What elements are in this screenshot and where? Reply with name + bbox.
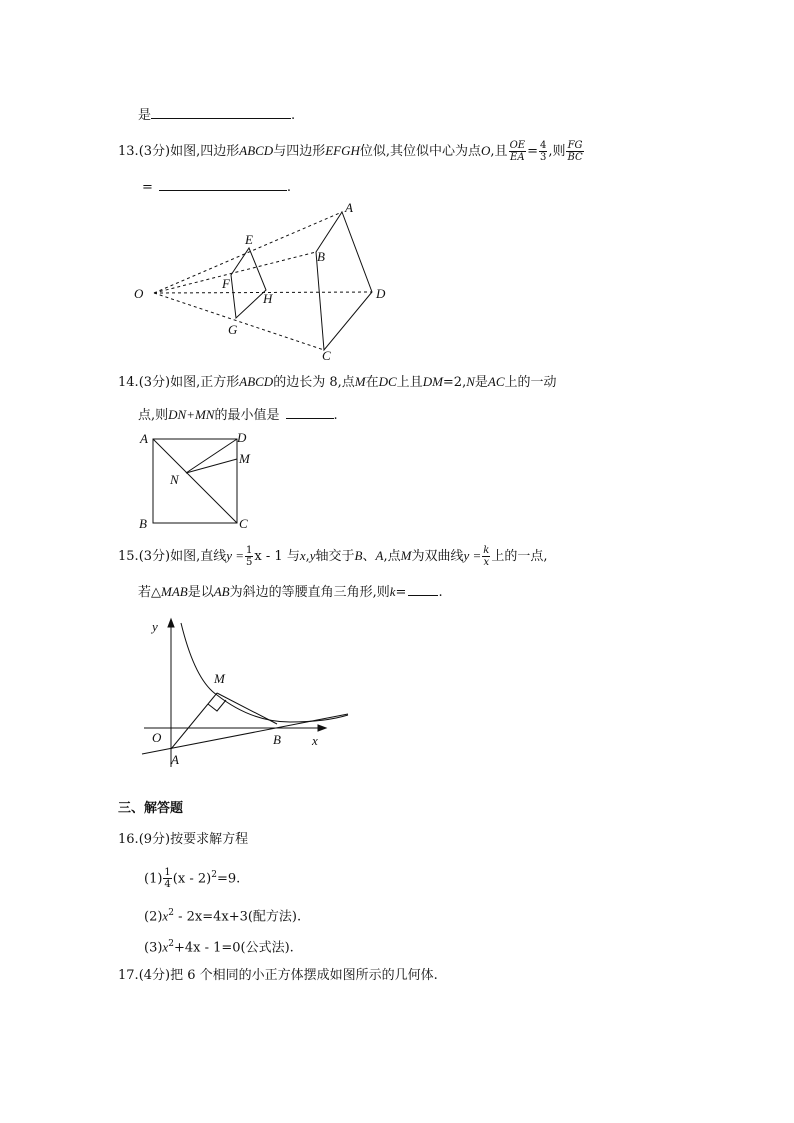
q16-score: (9分) [138, 832, 171, 847]
q15-score: (3分) [138, 549, 171, 564]
q13-similarity-figure [130, 200, 390, 363]
q13-label-f: F [222, 276, 230, 291]
q17-question-line: 17.(4分)把 6 个相同的小正方体摆成如图所示的几何体. [118, 968, 438, 983]
q13-fraction-fg-bc: $\frac{FG}{BC}$ [567, 140, 583, 163]
q15-label-b: B [273, 732, 281, 747]
q15-number: 15. [118, 549, 139, 564]
q14-label-d: D [237, 430, 247, 445]
q13-answer-line: = . [142, 176, 291, 197]
q13-number: 13. [118, 144, 139, 159]
q14-label-a: A [140, 431, 148, 446]
q14-label-m: M [239, 451, 250, 466]
q14-question-line1: 14.(3分)如图,正方形ABCD的边长为 8,点M在DC上且DM=2,N是AC上的一动 [118, 374, 557, 390]
q16-part-3: $(3)x^2+4x - 1=0$(公式法). [144, 939, 294, 956]
q14-answer-blank[interactable] [286, 404, 334, 419]
q14-square-figure [136, 430, 266, 530]
q16-question-line: 16.(9分)按要求解方程 [118, 832, 249, 847]
q13-label-g: G [228, 322, 238, 337]
q12-prefix: 是 [138, 108, 152, 123]
q13-label-a: A [345, 200, 353, 215]
q17-number: 17. [118, 968, 139, 983]
q15-label-o: O [152, 730, 162, 745]
q16-number: 16. [118, 832, 139, 847]
q13-label-o: O [134, 286, 144, 301]
q13-label-d: D [376, 286, 386, 301]
q15-label-m: M [214, 671, 225, 686]
q14-label-n: N [170, 472, 179, 487]
q15-question-line2: 若△MAB是以AB为斜边的等腰直角三角形,则k= . [138, 581, 443, 602]
q14-label-c: C [239, 516, 248, 531]
q14-label-b: B [139, 516, 147, 531]
q16-fraction-1-4: $\frac{1}{4}$ [164, 867, 171, 891]
q13-label-c: C [322, 348, 331, 363]
q16-part-1: (1) $\frac{1}{4}$ (x - 2)$^2$=9. [144, 867, 241, 891]
q15-label-x: x [312, 733, 318, 748]
q15-label-a: A [171, 752, 179, 767]
q13-fraction-4-3: $\frac{4}{3}$ [539, 140, 547, 163]
q16-part-2: $(2)x^2 - 2x=4x+3$(配方法). [144, 908, 302, 925]
q14-score: (3分) [138, 375, 171, 390]
q15-fraction-k-x: $\frac{k}{x}$ [483, 545, 490, 568]
q13-question-line1: 13.(3分)如图,四边形ABCD与四边形EFGH位似,其位似中心为点O,且 $\frac{OE}{EA}$ = $\frac{4}{3}$ ,则 $\frac{FG}{BC}$ [118, 140, 583, 163]
q12-answer-blank[interactable] [151, 104, 291, 119]
q13-answer-blank[interactable] [159, 176, 287, 191]
q17-score: (4分) [138, 968, 171, 983]
q13-label-h: H [263, 291, 273, 306]
q13-label-b: B [317, 249, 325, 264]
q14-number: 14. [118, 375, 139, 390]
q15-question-line1: 15.(3分)如图,直线y = $\frac{1}{5}$ x - 1 与x,y轴交于B、A,点M为双曲线y = $\frac{k}{x}$ 上的一点, [118, 545, 548, 568]
q15-answer-blank[interactable] [408, 581, 438, 596]
q13-label-e: E [245, 232, 253, 247]
q12-answer-line: 是 . [138, 104, 295, 125]
q15-label-y: y [152, 619, 158, 634]
section-title: 三、解答题 [118, 801, 184, 816]
q13-fraction-oe-ea: $\frac{OE}{EA}$ [509, 140, 526, 163]
q15-coordinate-figure [140, 615, 360, 775]
q15-fraction-1-5: $\frac{1}{5}$ [246, 545, 253, 568]
q13-score: (3分) [138, 144, 171, 159]
q14-question-line2: 点,则DN+MN的最小值是 . [138, 404, 338, 425]
